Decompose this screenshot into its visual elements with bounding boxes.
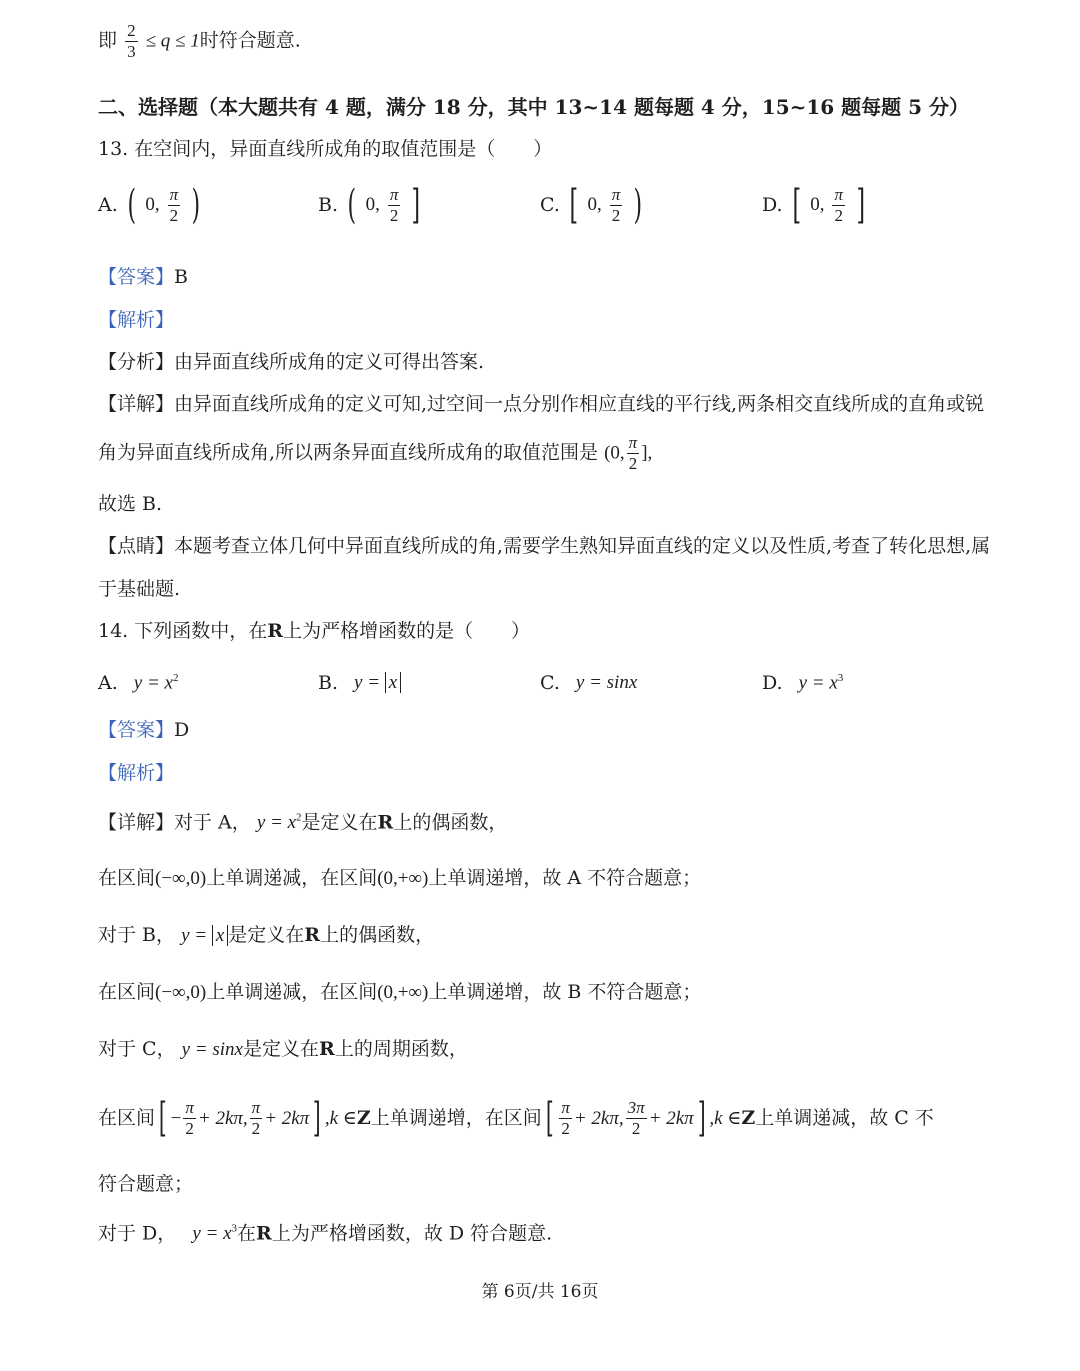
q13-fenxi: 【分析】由异面直线所成角的定义可得出答案.	[98, 351, 485, 373]
q14-answer-value: D	[174, 719, 190, 741]
q13-answer: 【答案】B	[98, 266, 188, 288]
q14-stem: 14. 下列函数中，在R上为严格增函数的是（ ）	[98, 620, 531, 642]
q14-option-c[interactable]: C. y = sinx	[540, 672, 638, 694]
q14-c-tail: 符合题意；	[98, 1173, 194, 1195]
section-title: 二、选择题（本大题共有 4 题，满分 18 分，其中 13~14 题每题 4 分，15~16 题每题 5 分）	[98, 95, 970, 119]
q13-analysis-tag: 【解析】	[98, 309, 175, 331]
q13-stem: 13. 在空间内，异面直线所成角的取值范围是（ ）	[98, 138, 553, 160]
q14-xiangjie-d: 对于 D， $y = x^3$在R上为严格增函数，故 D 符合题意.	[98, 1222, 553, 1245]
q14-xiangjie-c: 对于 C， y = sinx是定义在R上的周期函数，	[98, 1038, 468, 1060]
q13-choose: 故选 B.	[98, 493, 163, 515]
intro-prefix: 即	[98, 29, 118, 52]
q14-interval-a: 在区间(−∞,0)上单调递减，在区间(0,+∞)上单调递增，故 A 不符合题意；	[98, 867, 702, 889]
q13-dianjing-line2: 于基础题.	[98, 578, 181, 600]
q13-option-d[interactable]: D. [ 0, $\frac{\pi}{2}$ ]	[762, 182, 866, 228]
q13-answer-value: B	[174, 266, 188, 288]
q14-option-b[interactable]: B. y = x	[318, 672, 401, 694]
q13-xiangjie-line1: 【详解】由异面直线所成角的定义可知,过空间一点分别作相应直线的平行线,两条相交直线所成的直角或锐	[98, 393, 985, 415]
intro-line	[98, 22, 301, 61]
q14-xiangjie-b: 对于 B， y = x 是定义在R上的偶函数，	[98, 924, 435, 946]
q14-analysis-tag: 【解析】	[98, 762, 175, 784]
q14-interval-b: 在区间(−∞,0)上单调递减，在区间(0,+∞)上单调递增，故 B 不符合题意；	[98, 981, 702, 1003]
q14-option-d[interactable]: D. $y = x^3$	[762, 672, 844, 695]
fraction-two-thirds: $\frac{2}{3}$	[127, 21, 136, 61]
page-footer: 第 6页/共 16页	[481, 1282, 599, 1302]
q13-dianjing-line1: 【点睛】本题考查立体几何中异面直线所成的角,需要学生熟知异面直线的定义以及性质,考查了转化思想,属	[98, 535, 991, 557]
q14-answer: 【答案】D	[98, 719, 190, 741]
q-range-expr: ≤ q ≤ 1	[145, 30, 200, 52]
intro-suffix: 时符合题意.	[199, 29, 301, 52]
q13-option-c[interactable]: C. [ 0, $\frac{\pi}{2}$ )	[540, 182, 643, 228]
q13-option-b[interactable]: B. ( 0, $\frac{\pi}{2}$ ]	[318, 182, 421, 228]
q14-xiangjie-a: 【详解】对于 A， $y = x^2$是定义在R上的偶函数，	[98, 811, 508, 834]
q13-xiangjie-line2: 角为异面直线所成角,所以两条异面直线所成角的取值范围是 (0, $\frac{\pi}{2}$ ],	[98, 433, 653, 473]
q14-interval-c: 在区间 [ − $\frac{\pi}{2}$ + 2kπ, $\frac{\pi}{2}$ + 2kπ ] ,k ∈ Z 上单调递增，在区间 [ $\frac{\pi}{2}$ + 2kπ, $\frac{3\pi}{2}$ + 2kπ ] ,k ∈ Z 上单调递减，故 C 不	[98, 1095, 934, 1141]
q13-option-a[interactable]: A. ( 0, $\frac{\pi}{2}$ )	[98, 182, 201, 228]
q14-option-a[interactable]: A. $y = x^2$	[98, 672, 179, 695]
